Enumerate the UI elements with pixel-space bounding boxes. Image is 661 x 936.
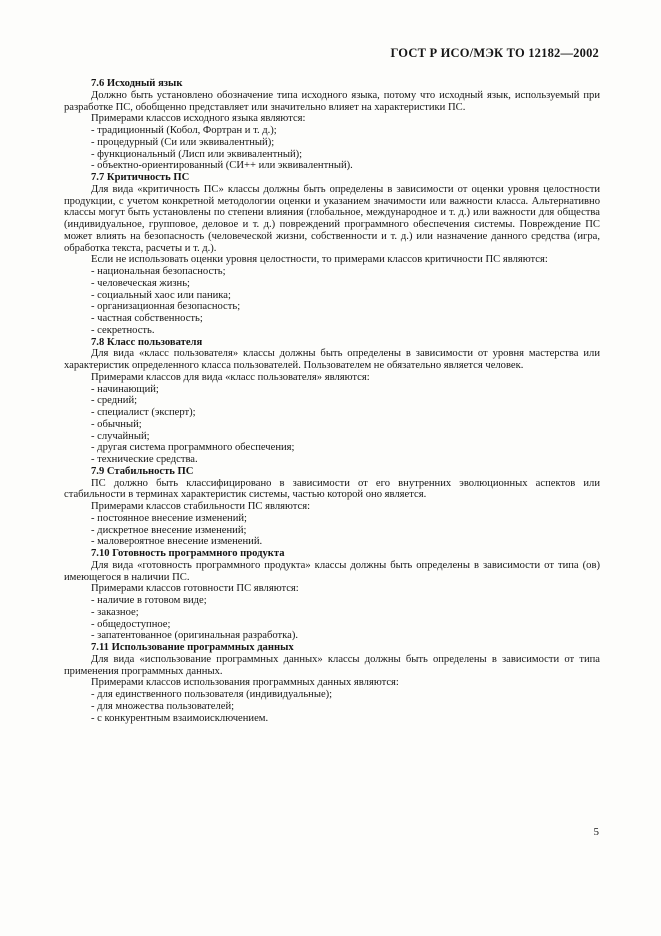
list-item: - для множества пользователей; bbox=[91, 700, 235, 712]
list-item: - постоянное внесение изменений; bbox=[91, 512, 247, 524]
paragraph: Примерами классов использования программных данных являются: bbox=[91, 677, 399, 689]
list-item: - другая система программного обеспечения; bbox=[91, 442, 295, 454]
list-item: - функциональный (Лисп или эквивалентный); bbox=[91, 148, 303, 160]
document-body bbox=[64, 78, 600, 724]
list-item: - технические средства. bbox=[91, 454, 198, 465]
list-item: - маловероятное внесение изменений. bbox=[91, 536, 263, 548]
list-item: - объектно-ориентированный (СИ++ или эквивалентный). bbox=[91, 160, 353, 172]
paragraph: Для вида «критичность ПС» классы должны быть определены в зависимости от оценки уровня целостности продукции, с учетом конкретной методологии оценки и указанием значимости или важности класса. Альтернативно классы могут быть установлены по степени влияния (глобальное, международное и т. д.) или важности для общества (индивидуальное, групповое, деловое и т. д.) повреждений программного обеспечения системы. Повреждение ПС может влиять на безопасность (человеческой жизни, собственности и т. д.) или назначение данного средства (игра, обработка текста, расчеты и т. д.). bbox=[64, 183, 600, 254]
list-item: - обычный; bbox=[91, 418, 142, 430]
section-heading: 7.8 Класс пользователя bbox=[91, 336, 203, 348]
paragraph: Если не использовать оценки уровня целостности, то примерами классов критичности ПС являются: bbox=[91, 254, 548, 266]
list-item: - для единственного пользователя (индивидуальные); bbox=[91, 689, 333, 700]
paragraph: Примерами классов исходного языка являются: bbox=[91, 113, 306, 125]
paragraph: Примерами классов стабильности ПС являются: bbox=[91, 501, 311, 512]
paragraph: Примерами классов готовности ПС являются: bbox=[91, 583, 299, 595]
list-item: - запатентованное (оригинальная разработка). bbox=[91, 630, 298, 642]
paragraph: Для вида «готовность программного продукта» классы должны быть определены в зависимости от типа (ов) имеющегося в наличии ПС. bbox=[64, 559, 600, 583]
section-heading: 7.10 Готовность программного продукта bbox=[91, 548, 285, 559]
list-item: - дискретное внесение изменений; bbox=[91, 524, 247, 536]
list-item: - человеческая жизнь; bbox=[91, 277, 190, 289]
list-item: - наличие в готовом виде; bbox=[91, 595, 207, 606]
section-heading: 7.7 Критичность ПС bbox=[91, 172, 190, 183]
paragraph: Примерами классов для вида «класс пользователя» являются: bbox=[91, 371, 370, 383]
section-heading: 7.9 Стабильность ПС bbox=[91, 465, 194, 477]
list-item: - начинающий; bbox=[91, 383, 159, 395]
paragraph: Для вида «использование программных данных» классы должны быть определены в зависимости от типа применения программных данных. bbox=[64, 653, 600, 677]
list-item: - социальный хаос или паника; bbox=[91, 289, 231, 301]
list-item: - процедурный (Си или эквивалентный); bbox=[91, 136, 275, 148]
section-heading: 7.6 Исходный язык bbox=[91, 78, 183, 89]
page-number: 5 bbox=[593, 826, 599, 838]
list-item: - заказное; bbox=[91, 606, 139, 618]
list-item: - специалист (эксперт); bbox=[91, 407, 196, 418]
list-item: - общедоступное; bbox=[91, 618, 171, 630]
list-item: - организационная безопасность; bbox=[91, 301, 241, 313]
section-heading: 7.11 Использование программных данных bbox=[91, 642, 294, 653]
list-item: - частная собственность; bbox=[91, 313, 203, 324]
paragraph: Для вида «класс пользователя» классы должны быть определены в зависимости от уровня мастерства или характеристик определенного класса пользователей. Пользователем не обязательно является человек. bbox=[64, 348, 600, 371]
list-item: - национальная безопасность; bbox=[91, 266, 226, 277]
paragraph: Должно быть установлено обозначение типа исходного языка, потому что исходный язык, используемый при разработке ПС, обобщенно представляет или значительно влияет на характеристики ПС. bbox=[64, 89, 600, 113]
list-item: - средний; bbox=[91, 395, 138, 407]
paragraph: ПС должно быть классифицировано в зависимости от его внутренних эволюционных аспектов или стабильности в терминах характеристик системы, частью которой оно является. bbox=[64, 477, 600, 501]
list-item: - с конкурентным взаимоисключением. bbox=[91, 712, 269, 724]
list-item: - секретность. bbox=[91, 324, 155, 336]
list-item: - традиционный (Кобол, Фортран и т. д.); bbox=[91, 125, 277, 136]
document-id-header: ГОСТ Р ИСО/МЭК ТО 12182—2002 bbox=[390, 46, 599, 60]
list-item: - случайный; bbox=[91, 430, 150, 442]
